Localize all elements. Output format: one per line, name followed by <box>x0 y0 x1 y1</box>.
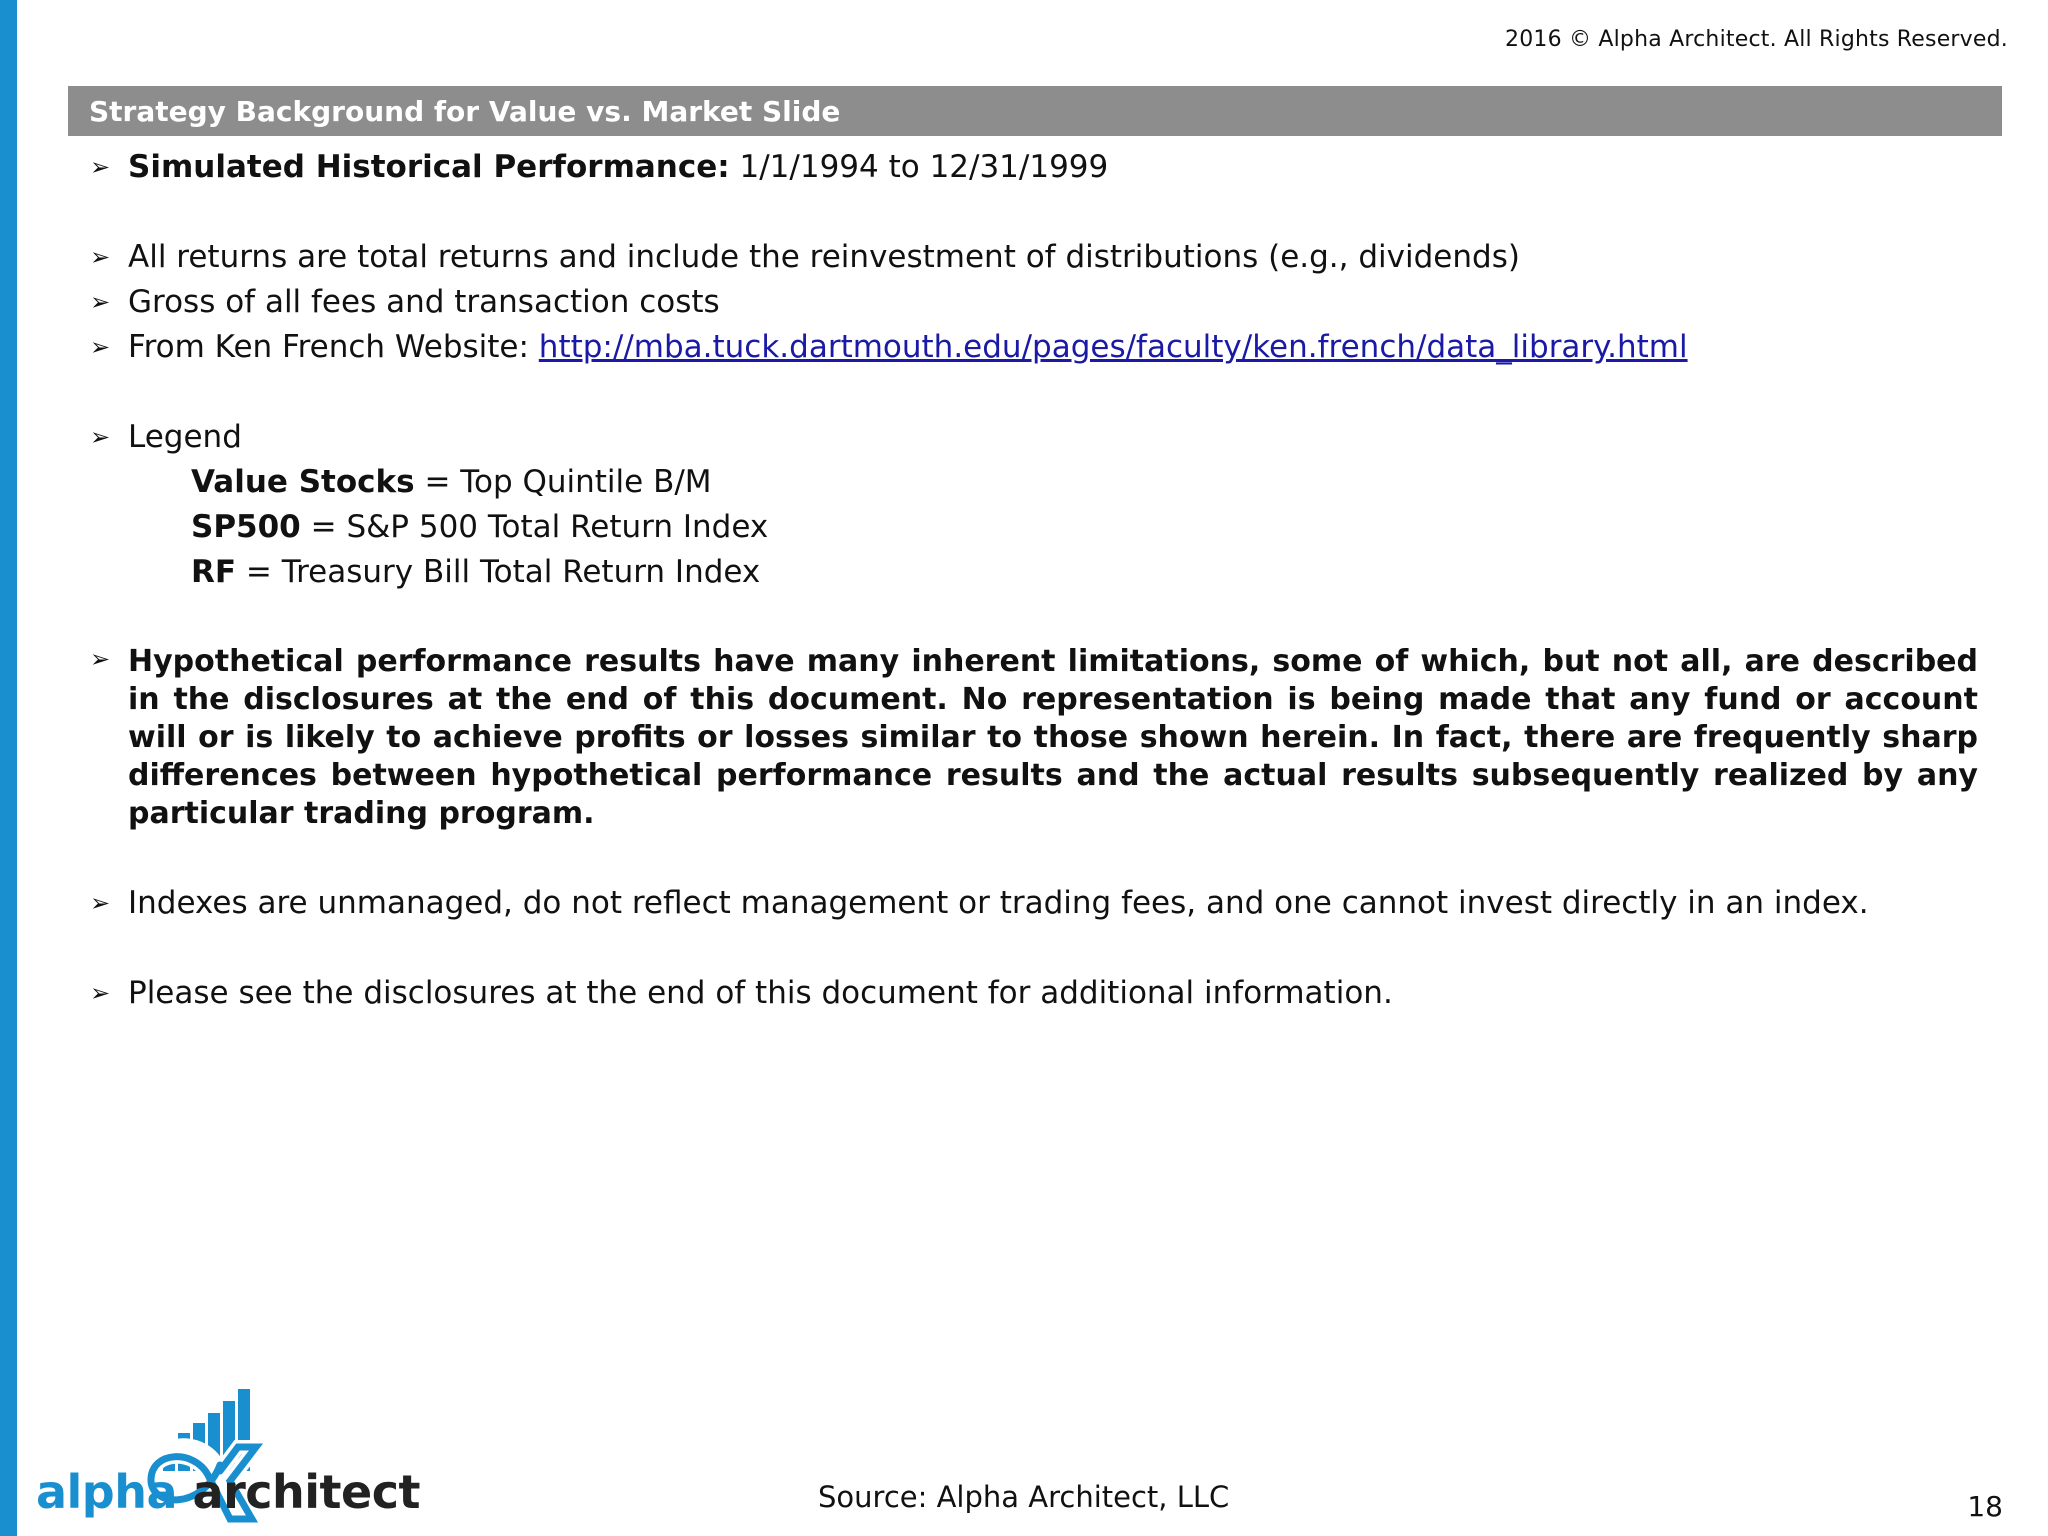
legend-definition: = Treasury Bill Total Return Index <box>236 554 761 590</box>
bullet-see-disclosures <box>90 974 1393 1012</box>
bullet-legend <box>90 418 242 456</box>
wordmark-architect: architect <box>177 1465 420 1519</box>
alpha-architect-wordmark <box>36 1465 420 1519</box>
legend-definition: = S&P 500 Total Return Index <box>300 509 769 545</box>
ken-french-data-library-link[interactable]: http://mba.tuck.dartmouth.edu/pages/faculty/ken.french/data_library.html <box>538 329 1688 365</box>
section-title: Strategy Background for Value vs. Market Slide <box>89 95 841 128</box>
arrowhead-bullet-icon: ➢ <box>90 153 111 181</box>
legend-item-rf <box>191 553 760 591</box>
left-accent-bar <box>0 0 17 1536</box>
bullet-ken-french <box>90 328 1688 366</box>
performance-label: Simulated Historical Performance: <box>128 149 730 185</box>
section-header <box>68 86 2002 136</box>
legend-definition: = Top Quintile B/M <box>414 464 712 500</box>
total-returns-text: All returns are total returns and include the reinvestment of distributions (e.g., dividends) <box>128 239 1520 275</box>
bullet-hypothetical-disclaimer <box>90 643 1978 833</box>
legend-item-value-stocks <box>191 463 712 501</box>
indexes-text: Indexes are unmanaged, do not reflect management or trading fees, and one cannot invest directly in an index. <box>128 885 1869 921</box>
legend-label: Legend <box>128 419 242 455</box>
bullet-gross-fees <box>90 283 720 321</box>
performance-value: 1/1/1994 to 12/31/1999 <box>729 149 1109 185</box>
legend-term: SP500 <box>191 509 301 545</box>
arrowhead-bullet-icon: ➢ <box>90 889 111 917</box>
page-number: 18 <box>1967 1490 2003 1523</box>
legend-item-sp500 <box>191 508 768 546</box>
arrowhead-bullet-icon: ➢ <box>90 288 111 316</box>
source-note: Source: Alpha Architect, LLC <box>818 1480 1230 1514</box>
arrowhead-bullet-icon: ➢ <box>90 423 111 451</box>
wordmark-alpha: alpha <box>36 1465 178 1519</box>
bullet-performance <box>90 148 1108 186</box>
arrowhead-bullet-icon: ➢ <box>90 645 111 673</box>
legend-term: Value Stocks <box>191 464 415 500</box>
ken-french-label: From Ken French Website: <box>128 329 539 365</box>
arrowhead-bullet-icon: ➢ <box>90 979 111 1007</box>
copyright-notice: 2016 © Alpha Architect. All Rights Reserved. <box>1505 27 2008 52</box>
gross-fees-text: Gross of all fees and transaction costs <box>128 284 720 320</box>
bullet-total-returns <box>90 238 1520 276</box>
see-disclosures-text: Please see the disclosures at the end of this document for additional information. <box>128 975 1393 1011</box>
disclaimer-text: Hypothetical performance results have many inherent limitations, some of which, but not all, are described in the disclosures at the end of this document. No representation is being made that any fund or account will or is likely to achieve profits or losses similar to those shown herein. In fact, there are frequently sharp differences between hypothetical performance results and the actual results subsequently realized by any particular trading program. <box>128 644 1978 831</box>
arrowhead-bullet-icon: ➢ <box>90 333 111 361</box>
arrowhead-bullet-icon: ➢ <box>90 243 111 271</box>
bullet-indexes <box>90 884 1869 922</box>
legend-term: RF <box>191 554 237 590</box>
